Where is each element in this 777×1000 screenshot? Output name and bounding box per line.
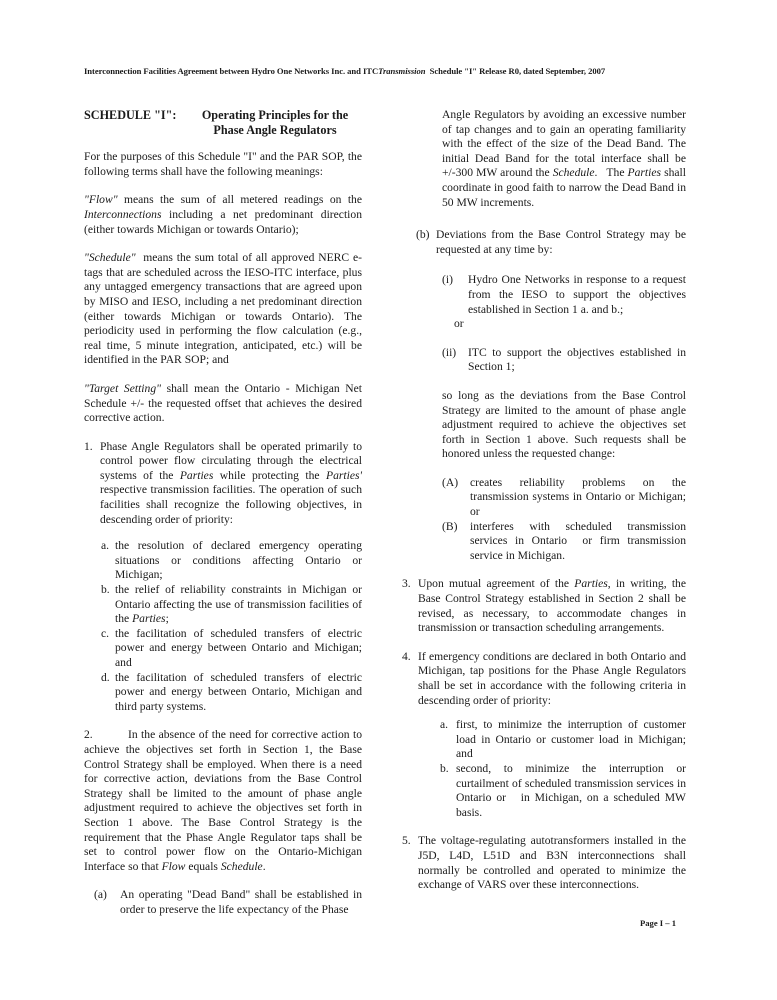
section-2-text-c: .	[262, 859, 266, 873]
header-text-a: Interconnection Facilities Agreement between Hydro One Networks Inc. and ITC	[84, 66, 379, 76]
list-item	[440, 718, 686, 762]
section-1-parties2: Parties'	[326, 468, 362, 482]
section-4	[402, 650, 686, 708]
list-item-text	[115, 583, 362, 627]
schedule-title	[84, 108, 362, 137]
section-5-number: 5.	[402, 834, 411, 848]
list-item-label: b.	[440, 761, 449, 775]
list-item-text: second, to minimize the interruption or curtailment of scheduled transmission services in Ontario or in Michigan, on a scheduled MW basis.	[456, 761, 689, 819]
section-2a-text-right-a: Angle Regulators by avoiding an excessive number of tap changes and to gain an operating familiarity with the effect of the size of the Dead Band. The initial Dead Band for the total interface shall be +/-300 MW around the	[442, 108, 686, 180]
section-2b-ii-label: (ii)	[442, 345, 457, 359]
section-2-flow: Flow	[161, 859, 186, 873]
section-2	[84, 728, 362, 874]
right-column	[394, 108, 689, 905]
section-1-text-a: Phase Angle Regulators shall be operated primarily to control power flow circulating through the electrical systems of the	[100, 439, 362, 482]
header-italic: Transmission	[378, 66, 426, 76]
list-item-label: d.	[101, 670, 110, 684]
section-3-number: 3.	[402, 577, 411, 591]
section-1	[84, 440, 362, 528]
definition-target-term: "Target Setting"	[84, 381, 161, 395]
list-item-text: the resolution of declared emergency operating situations or conditions affecting Ontario or Michigan;	[115, 539, 362, 582]
definition-target-text: shall mean the Ontario - Michigan Net Schedule +/- the requested offset that achieves the desired corrective action.	[84, 381, 363, 425]
definition-flow-term2: Interconnections	[84, 207, 162, 221]
section-1-text	[100, 440, 362, 528]
list-item-text: first, to minimize the interruption of customer load in Ontario or customer load in Michigan; and	[456, 718, 686, 761]
definition-flow-text-b: including a net predominant direction (either towards Michigan or towards Ontario);	[84, 207, 362, 236]
section-2b-ii	[442, 346, 686, 375]
list-item	[101, 671, 362, 715]
list-item-text-a: the relief of reliability constraints in Michigan or Ontario affecting the use of transmission facilities of the	[115, 583, 362, 626]
section-2-schedule: Schedule	[220, 859, 263, 873]
section-2-text-b: equals	[185, 859, 221, 873]
section-4-number: 4.	[402, 649, 411, 663]
section-2b-conditions	[442, 475, 689, 564]
section-4-text: If emergency conditions are declared in both Ontario and Michigan, tap positions for the Phase Angle Regulators shall be set in accordance with the following criteria in descending order of priority:	[418, 649, 686, 707]
section-1-parties1: Parties	[179, 468, 214, 482]
list-item-text: the facilitation of scheduled transfers of electric power and energy between Ontario, Michigan and third party systems.	[115, 670, 362, 713]
section-2a-continued	[442, 108, 686, 210]
list-item-label: a.	[440, 718, 449, 732]
intro-paragraph: For the purposes of this Schedule "I" and the PAR SOP, the following terms shall have the following meanings:	[84, 150, 362, 178]
condition-item	[442, 519, 689, 564]
section-2a-label: (a)	[94, 888, 107, 902]
section-5	[402, 834, 686, 892]
list-item	[101, 627, 362, 671]
section-5-text: The voltage-regulating autotransformers installed in the J5D, L4D, L51D and B3N interconnections shall normally be controlled and operated to minimize the exchange of VARS over these interconnections.	[418, 834, 686, 892]
section-2a-text-right-c: shall coordinate in good faith to narrow the Dead Band in 50 MW increments.	[442, 166, 686, 209]
section-2b-text: Deviations from the Base Control Strategy may be requested at any time by:	[436, 228, 686, 256]
section-2b	[416, 228, 686, 257]
list-item-italic: Parties	[132, 612, 166, 626]
definition-flow	[84, 193, 362, 237]
section-3-text	[418, 577, 686, 635]
section-2b-or: or	[454, 317, 464, 331]
list-item	[101, 539, 362, 583]
list-item-label: b.	[101, 583, 110, 597]
list-item-label: c.	[101, 626, 110, 640]
left-column	[84, 108, 365, 930]
section-3-parties: Parties	[574, 577, 608, 591]
section-3-text-b: , in writing, the Base Control Strategy established in Section 2 shall be revised, as necessary, to accommodate changes in transmission or transaction scheduling arrangements.	[418, 577, 686, 635]
section-4-criteria-list	[440, 718, 689, 820]
list-item-label: a.	[101, 539, 110, 553]
section-2b-i-label: (i)	[442, 273, 453, 287]
schedule-title-text	[188, 108, 362, 137]
section-2b-label: (b)	[416, 228, 430, 242]
section-1-objectives-list	[101, 539, 362, 714]
list-item	[101, 583, 362, 627]
section-2-text-a: In the absence of the need for corrective action to achieve the objectives set forth in Section 1, the Base Control Strategy shall be employed. When there is a need for corrective action, deviations from the Base Control Strategy shall be limited to the amount of phase angle adjustment required to achieve the objectives set forth in Section 1 above. The Base Control Strategy is the requirement that the Phase Angle Regulator taps shall be set to control power flow on the Ontario-Michigan Interface so that	[84, 728, 362, 873]
section-1-number: 1.	[84, 439, 93, 453]
definition-schedule-term: "Schedule"	[84, 251, 136, 265]
section-2a	[94, 888, 362, 917]
section-2a-parties: Parties	[627, 166, 662, 180]
condition-item-label: (A)	[442, 475, 459, 489]
header-text-b: Schedule "I" Release R0, dated September, 2007	[425, 66, 606, 76]
schedule-title-line1: Operating Principles for the	[201, 108, 349, 122]
section-2a-text-right-b: . The	[594, 166, 628, 180]
section-2b-so-long: so long as the deviations from the Base Control Strategy are limited to the amount of phase angle adjustment required to achieve the objectives set forth in Section 1 above. Such requests shall be honored unless the requested change:	[442, 388, 686, 461]
section-2-number: 2.	[84, 728, 93, 742]
section-1-text-c: respective transmission facilities. The operation of such facilities shall recognize the following objectives, in descending order of priority:	[100, 483, 362, 526]
definition-schedule	[84, 251, 365, 368]
list-item	[440, 761, 689, 820]
list-item-text: the facilitation of scheduled transfers of electric power and energy between Ontario and Michigan; and	[115, 626, 362, 669]
section-2b-i-text: Hydro One Networks in response to a request from the IESO to support the objectives established in Section 1 a. and b.;	[468, 273, 686, 316]
section-2b-i	[442, 273, 686, 317]
section-2a-schedule: Schedule	[552, 166, 595, 180]
section-2b-ii-text: ITC to support the objectives established in Section 1;	[468, 345, 686, 374]
condition-item	[442, 476, 686, 520]
definition-flow-text-a: means the sum of all metered readings on the	[117, 193, 362, 207]
schedule-title-line2: Phase Angle Regulators	[213, 122, 337, 137]
page-header	[84, 66, 704, 76]
section-3	[402, 577, 686, 635]
definition-flow-term: "Flow"	[84, 193, 118, 207]
section-2a-text-left: An operating "Dead Band" shall be established in order to preserve the life expectancy of the Phase	[120, 888, 362, 916]
definition-target-setting	[84, 382, 362, 426]
page-number: Page I – 1	[640, 918, 677, 928]
definition-schedule-text: means the sum total of all approved NERC e-tags that are scheduled across the IESO-ITC interface, plus any untagged emergency transactions that are agreed upon by MISO and IESO, including a net predominant direction (either towards Michigan or towards Ontario). The periodicity used in performing the flow calculation (e.g., real time, 5 minute integration, anticipated, etc.) will be identified in the PAR SOP; and	[84, 251, 365, 367]
list-item-text-b: ;	[165, 612, 169, 626]
condition-item-text: interferes with scheduled transmission services in Ontario or firm transmission service in Michigan.	[470, 519, 689, 562]
condition-item-label: (B)	[442, 519, 458, 533]
schedule-title-label: SCHEDULE "I":	[84, 108, 177, 122]
section-3-text-a: Upon mutual agreement of the	[418, 577, 575, 591]
section-1-text-b: while protecting the	[213, 468, 327, 482]
condition-item-text: creates reliability problems on the transmission systems in Ontario or Michigan; or	[470, 475, 686, 519]
